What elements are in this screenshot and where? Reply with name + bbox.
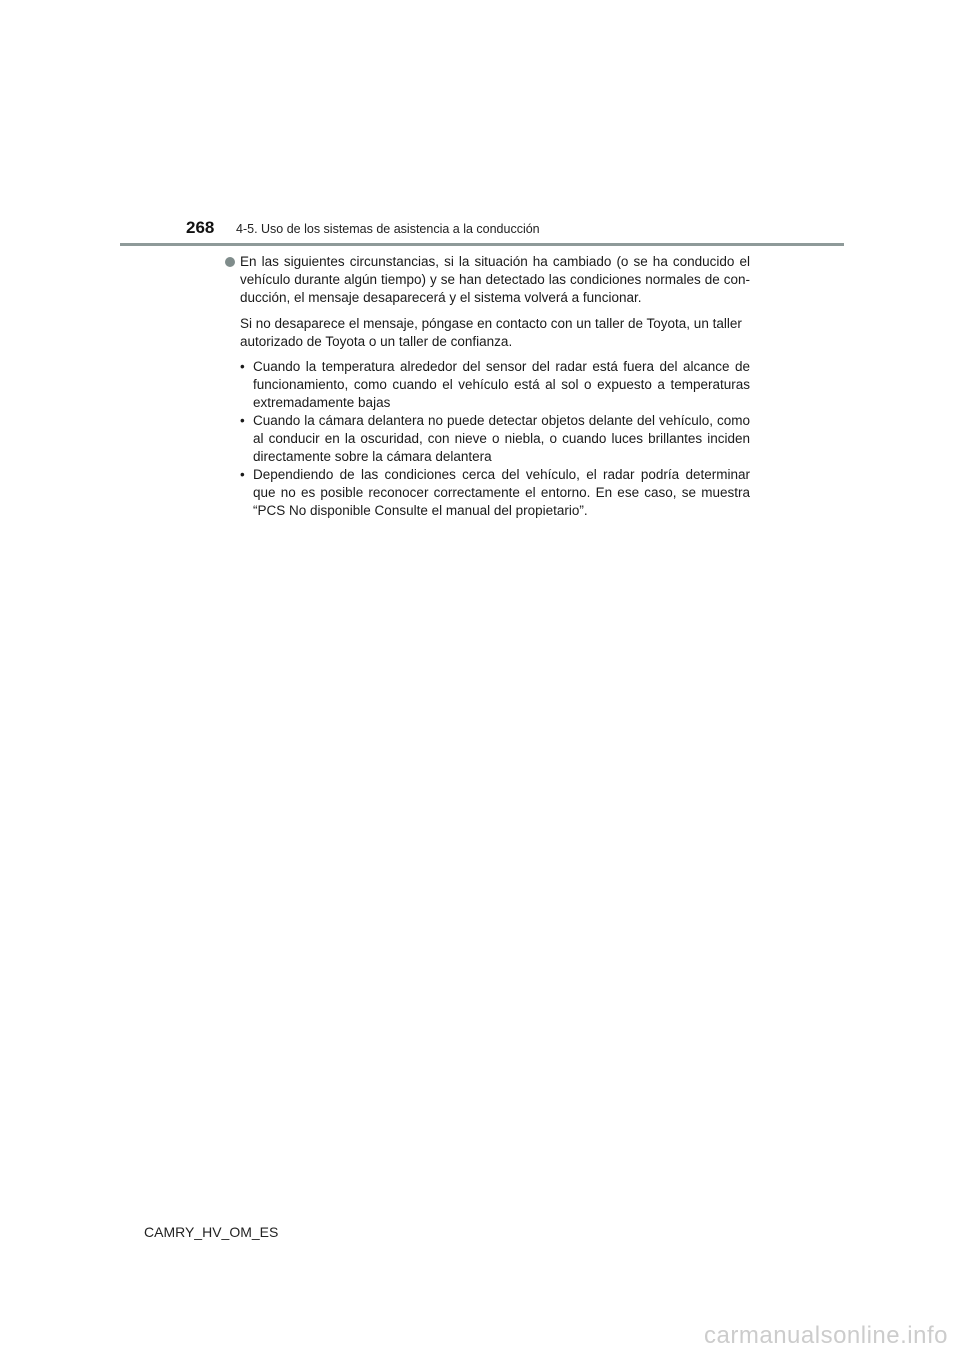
bullet-paragraph-text: En las siguientes circunstancias, si la situación ha cambiado (o se ha conducido el vehículo durante algún tiempo) y se han detectado las condiciones normales de con-ducción, el mensaje desaparecerá y el sistema volverá a funcionar. bbox=[240, 254, 750, 305]
list-item-text: Cuando la cámara delantera no puede detectar objetos delante del vehículo, como al conducir en la oscuridad, con nieve o niebla, o cuando luces brillantes inciden directamente sobre la cámara delantera bbox=[253, 413, 750, 464]
list-bullet: • bbox=[240, 359, 245, 374]
list-item bbox=[242, 358, 750, 412]
page-content bbox=[240, 253, 750, 520]
list-item bbox=[242, 412, 750, 466]
page-number: 268 bbox=[186, 218, 215, 237]
list-item-text: Dependiendo de las condiciones cerca del vehículo, el radar podría determinar que no es posible reconocer correctamente el entorno. En ese caso, se muestra “PCS No disponible Consulte el manual del propietario”. bbox=[253, 467, 750, 518]
section-title: 4-5. Uso de los sistemas de asistencia a la conducción bbox=[236, 222, 540, 236]
header-divider bbox=[120, 243, 844, 246]
watermark: carmanualsonline.info bbox=[704, 1322, 948, 1349]
document-code: CAMRY_HV_OM_ES bbox=[144, 1224, 279, 1240]
list-item-text: Cuando la temperatura alrededor del sensor del radar está fuera del alcance de funcionamiento, como cuando el vehículo está al sol o expuesto a temperaturas extremadamente bajas bbox=[253, 359, 750, 410]
list-item bbox=[242, 466, 750, 520]
bullet-paragraph bbox=[240, 253, 750, 307]
list-bullet: • bbox=[240, 413, 245, 428]
contact-paragraph: Si no desaparece el mensaje, póngase en contacto con un taller de Toyota, un taller autorizado de Toyota o un taller de confianza. bbox=[240, 316, 742, 349]
list-bullet: • bbox=[240, 467, 245, 482]
circle-bullet-icon bbox=[225, 257, 235, 267]
conditions-list bbox=[240, 358, 750, 520]
